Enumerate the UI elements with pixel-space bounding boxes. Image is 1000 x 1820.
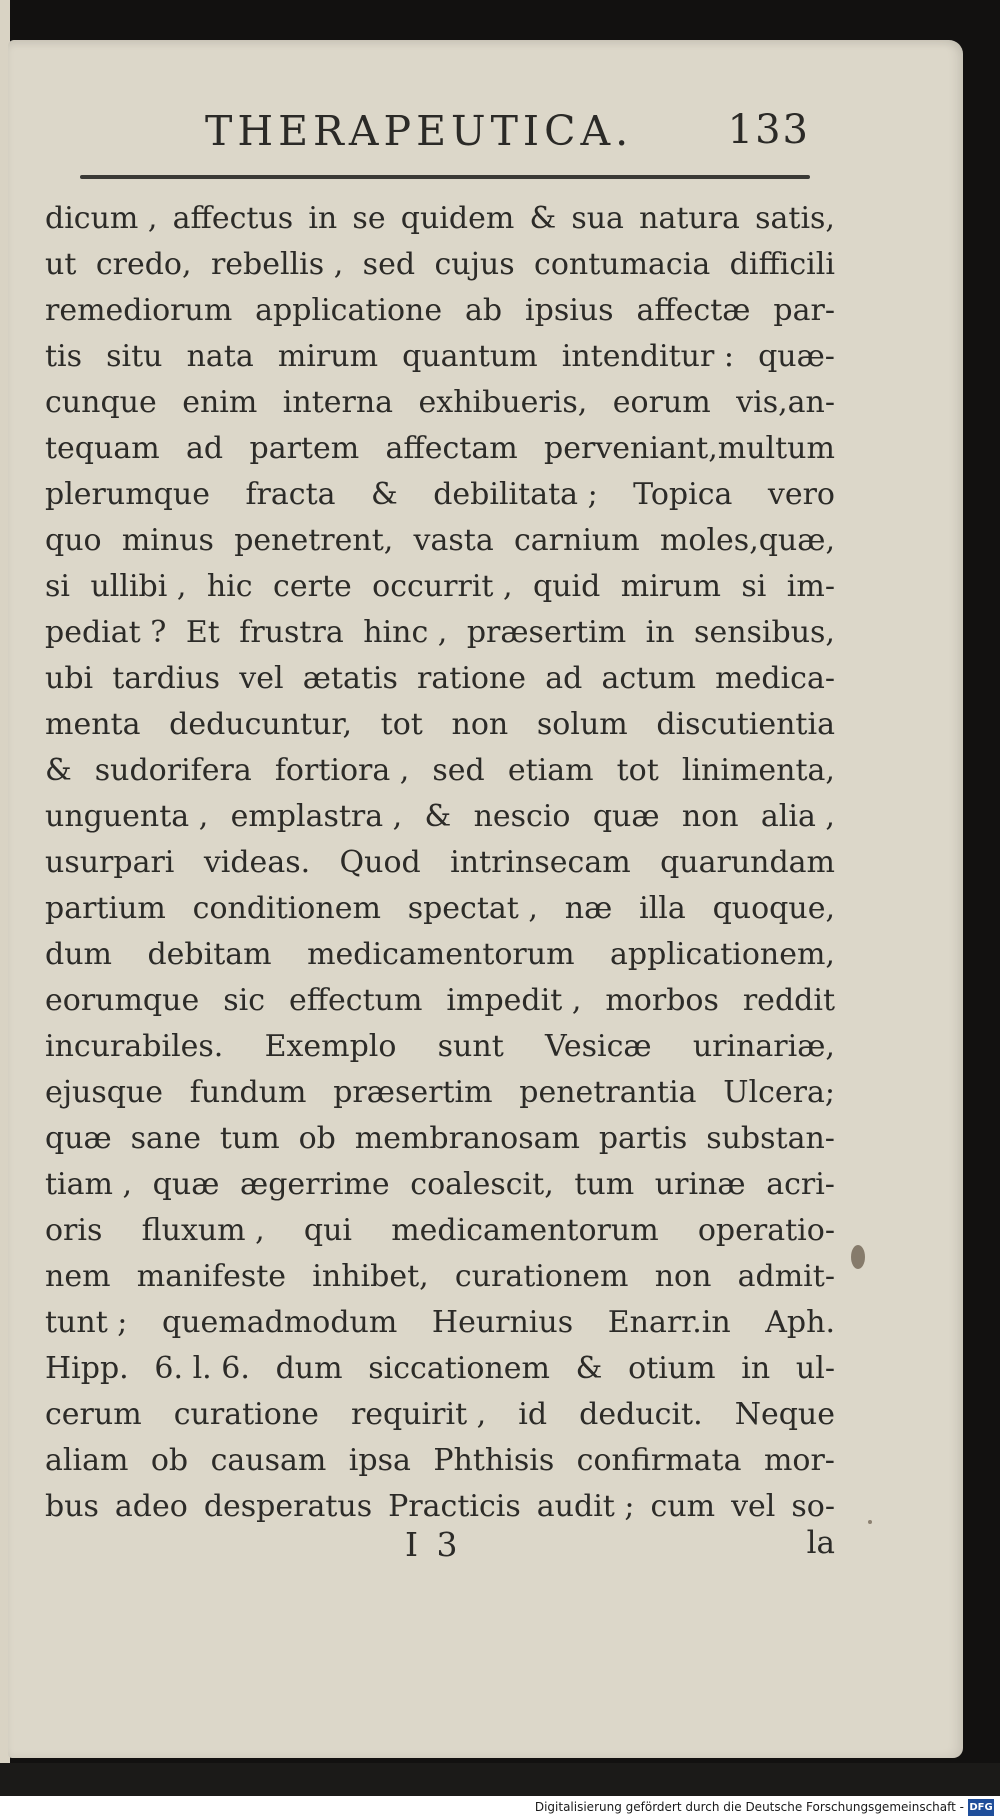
word: plerumque [45,477,210,512]
text-line [45,426,835,472]
text-line [45,748,835,794]
dfg-logo-icon: DFG [968,1799,994,1816]
word: quemadmodum [162,1305,398,1340]
word: debitam [147,937,272,972]
word: dicum , [45,201,158,236]
text-line [45,1254,835,1300]
word: 6. l. 6. [154,1351,250,1386]
word: sed [432,753,485,788]
word: Aph. [765,1305,835,1340]
text-line [45,886,835,932]
word: sane [130,1121,201,1156]
word: qui [303,1213,353,1248]
word: tis [45,339,83,374]
word: desperatus [203,1489,373,1524]
text-line [45,196,835,242]
text-line [45,1300,835,1346]
word: ubi [45,661,94,696]
text-line [45,610,835,656]
word: quid [533,569,601,604]
word: adeo [114,1489,188,1524]
word: si [45,569,70,604]
word: penetrantia [519,1075,697,1110]
word: ob [150,1443,189,1478]
word: siccationem [368,1351,550,1386]
word: quidem [400,201,515,236]
word: Phthisis [433,1443,555,1478]
word: fortiora , [274,753,410,788]
word: intrinsecam [450,845,631,880]
word: næ [564,891,613,926]
word: nem [45,1259,111,1294]
text-line [45,564,835,610]
text-line [45,932,835,978]
word: ipsa [348,1443,411,1478]
word: rebellis , [210,247,344,282]
text-line [45,1116,835,1162]
word: ullibi , [90,569,187,604]
word: operatio- [697,1213,835,1248]
word: so- [791,1489,835,1524]
text-line [45,1392,835,1438]
word: tardius [112,661,221,696]
word: & [45,753,72,788]
text-line [45,334,835,380]
text-line [45,656,835,702]
word: Heurnius [431,1305,574,1340]
word: certe [273,569,352,604]
word: sunt [437,1029,504,1064]
word: partis [598,1121,688,1156]
word: medica- [715,661,835,696]
word: difficili [729,247,835,282]
word: usurpari [45,845,175,880]
text-line [45,288,835,334]
word: hic [206,569,253,604]
page-header [80,95,810,185]
word: eorumque [45,983,200,1018]
credit-text: Digitalisierung gefördert durch die Deutsche Forschungsgemeinschaft - [534,1800,964,1814]
word: situ [106,339,163,374]
word: Enarr.in [607,1305,731,1340]
word: Exemplo [264,1029,397,1064]
word: remediorum [45,293,233,328]
word: fluxum , [141,1213,265,1248]
word: moles,quæ, [659,523,835,558]
word: alia , [760,799,835,834]
word: tiam , [45,1167,133,1202]
word: membranosam [354,1121,580,1156]
word: fundum [189,1075,307,1110]
word: tum [574,1167,635,1202]
word: quantum [402,339,538,374]
scan-bottom-band [0,1763,1000,1796]
word: Topica [633,477,733,512]
word: si [741,569,767,604]
word: quæ [45,1121,112,1156]
word: ul- [795,1351,835,1386]
word: actum [601,661,696,696]
word: carnium [513,523,640,558]
word: & [424,799,452,834]
word: solum [536,707,628,742]
word: acri- [766,1167,835,1202]
word: confirmata [576,1443,742,1478]
word: enim [182,385,258,420]
word: admit- [737,1259,835,1294]
word: tum [219,1121,280,1156]
text-line [45,840,835,886]
text-line [45,1024,835,1070]
word: emplastra , [230,799,403,834]
word: incurabiles. [45,1029,224,1064]
word: ob [298,1121,336,1156]
word: menta [45,707,141,742]
text-line [45,380,835,426]
text-line [45,978,835,1024]
text-line [45,1208,835,1254]
word: ut [45,247,77,282]
word: audit ; [536,1489,635,1524]
paper-stain [851,1245,865,1269]
word: cujus [434,247,515,282]
word: effectum [288,983,423,1018]
word: intenditur : [561,339,734,374]
word: curatione [173,1397,319,1432]
word: dum [45,937,112,972]
word: urinariæ, [692,1029,835,1064]
word: & [529,201,557,236]
word: Hipp. [45,1351,129,1386]
word: nata [186,339,254,374]
word: pediat ? [45,615,167,650]
word: Quod [339,845,421,880]
word: substan- [706,1121,835,1156]
running-head: THERAPEUTICA. [205,107,634,155]
word: id [518,1397,548,1432]
word: mirum [277,339,379,374]
word: sua [571,201,624,236]
word: præsertim [333,1075,493,1110]
word: inhibet, [312,1259,429,1294]
word: spectat , [407,891,538,926]
word: in [645,615,675,650]
word: dum [275,1351,343,1386]
word: vel [239,661,284,696]
word: linimenta, [681,753,835,788]
word: Practicis [388,1489,521,1524]
word: discutientia [656,707,835,742]
word: in [741,1351,771,1386]
word: affectus [172,201,294,236]
word: tot [380,707,423,742]
word: tequam [45,431,160,466]
word: Ulcera; [723,1075,835,1110]
word: minus [121,523,214,558]
word: partem [249,431,360,466]
word: curationem [454,1259,629,1294]
word: quæ [152,1167,220,1202]
word: etiam [507,753,594,788]
word: Vesicæ [544,1029,652,1064]
word: causam [210,1443,327,1478]
word: urinæ [654,1167,746,1202]
header-rule [80,175,810,179]
word: vel [731,1489,776,1524]
word: eorum [612,385,711,420]
word: vis,an- [736,385,835,420]
word: deducit. [579,1397,703,1432]
word: mor- [763,1443,835,1478]
body-text [45,196,835,1524]
word: coalescit, [410,1167,554,1202]
word: sed [362,247,416,282]
word: se [352,201,386,236]
word: quo [45,523,102,558]
word: quarundam [660,845,835,880]
word: natura [639,201,740,236]
text-line [45,518,835,564]
word: ad [545,661,583,696]
word: quæ [592,799,660,834]
word: requirit , [350,1397,487,1432]
word: applicationem, [610,937,835,972]
word: ætatis [302,661,398,696]
signature-mark: I 3 [405,1525,462,1564]
text-line [45,1162,835,1208]
text-line [45,1438,835,1484]
text-line [45,1484,835,1530]
word: satis, [755,201,835,236]
text-line [45,794,835,840]
word: medicamentorum [391,1213,659,1248]
word: cerum [45,1397,142,1432]
word: cum [650,1489,716,1524]
word: morbos [605,983,719,1018]
text-line [45,1070,835,1116]
word: sudorifera [94,753,252,788]
word: non [654,1259,712,1294]
word: ad [186,431,224,466]
word: deducuntur, [169,707,353,742]
word: occurrit , [372,569,513,604]
word: mirum [620,569,721,604]
word: ægerrime [240,1167,390,1202]
word: unguenta , [45,799,209,834]
word: vasta [413,523,494,558]
word: conditionem [192,891,381,926]
word: manifeste [136,1259,287,1294]
catchword: la [806,1525,835,1561]
word: in [308,201,338,236]
paper-fleck [868,1520,872,1524]
word: otium [628,1351,716,1386]
word: affectam [385,431,518,466]
word: par- [773,293,835,328]
text-line [45,472,835,518]
word: ab [465,293,503,328]
word: interna [282,385,394,420]
word: exhibueris, [418,385,588,420]
word: videas. [203,845,311,880]
word: partium [45,891,166,926]
word: tunt ; [45,1305,128,1340]
word: quoque, [712,891,835,926]
word: contumacia [534,247,711,282]
word: cunque [45,385,157,420]
word: perveniant,multum [544,431,835,466]
page-number: 133 [727,107,810,153]
word: sic [223,983,265,1018]
word: quæ- [758,339,835,374]
word: nescio [473,799,571,834]
word: vero [767,477,835,512]
text-line [45,242,835,288]
word: non [451,707,509,742]
word: ipsius [525,293,614,328]
word: oris [45,1213,103,1248]
word: frustra [239,615,344,650]
word: Et [185,615,220,650]
credit-bar [0,1796,1000,1820]
page-footer [45,1525,835,1585]
word: & [371,477,398,512]
word: debilitata ; [433,477,598,512]
word: ratione [417,661,527,696]
word: aliam [45,1443,129,1478]
word: applicatione [255,293,443,328]
word: non [681,799,739,834]
word: illa [639,891,686,926]
word: reddit [742,983,835,1018]
text-line [45,702,835,748]
word: præsertim [466,615,627,650]
word: fracta [245,477,336,512]
word: medicamentorum [307,937,575,972]
word: sensibus, [694,615,835,650]
text-line [45,1346,835,1392]
word: impedit , [446,983,582,1018]
word: credo, [95,247,192,282]
word: ejusque [45,1075,164,1110]
word: tot [616,753,659,788]
word: penetrent, [234,523,394,558]
word: affectæ [636,293,751,328]
word: bus [45,1489,99,1524]
word: im- [786,569,835,604]
word: hinc , [363,615,448,650]
word: Neque [734,1397,835,1432]
word: & [575,1351,603,1386]
